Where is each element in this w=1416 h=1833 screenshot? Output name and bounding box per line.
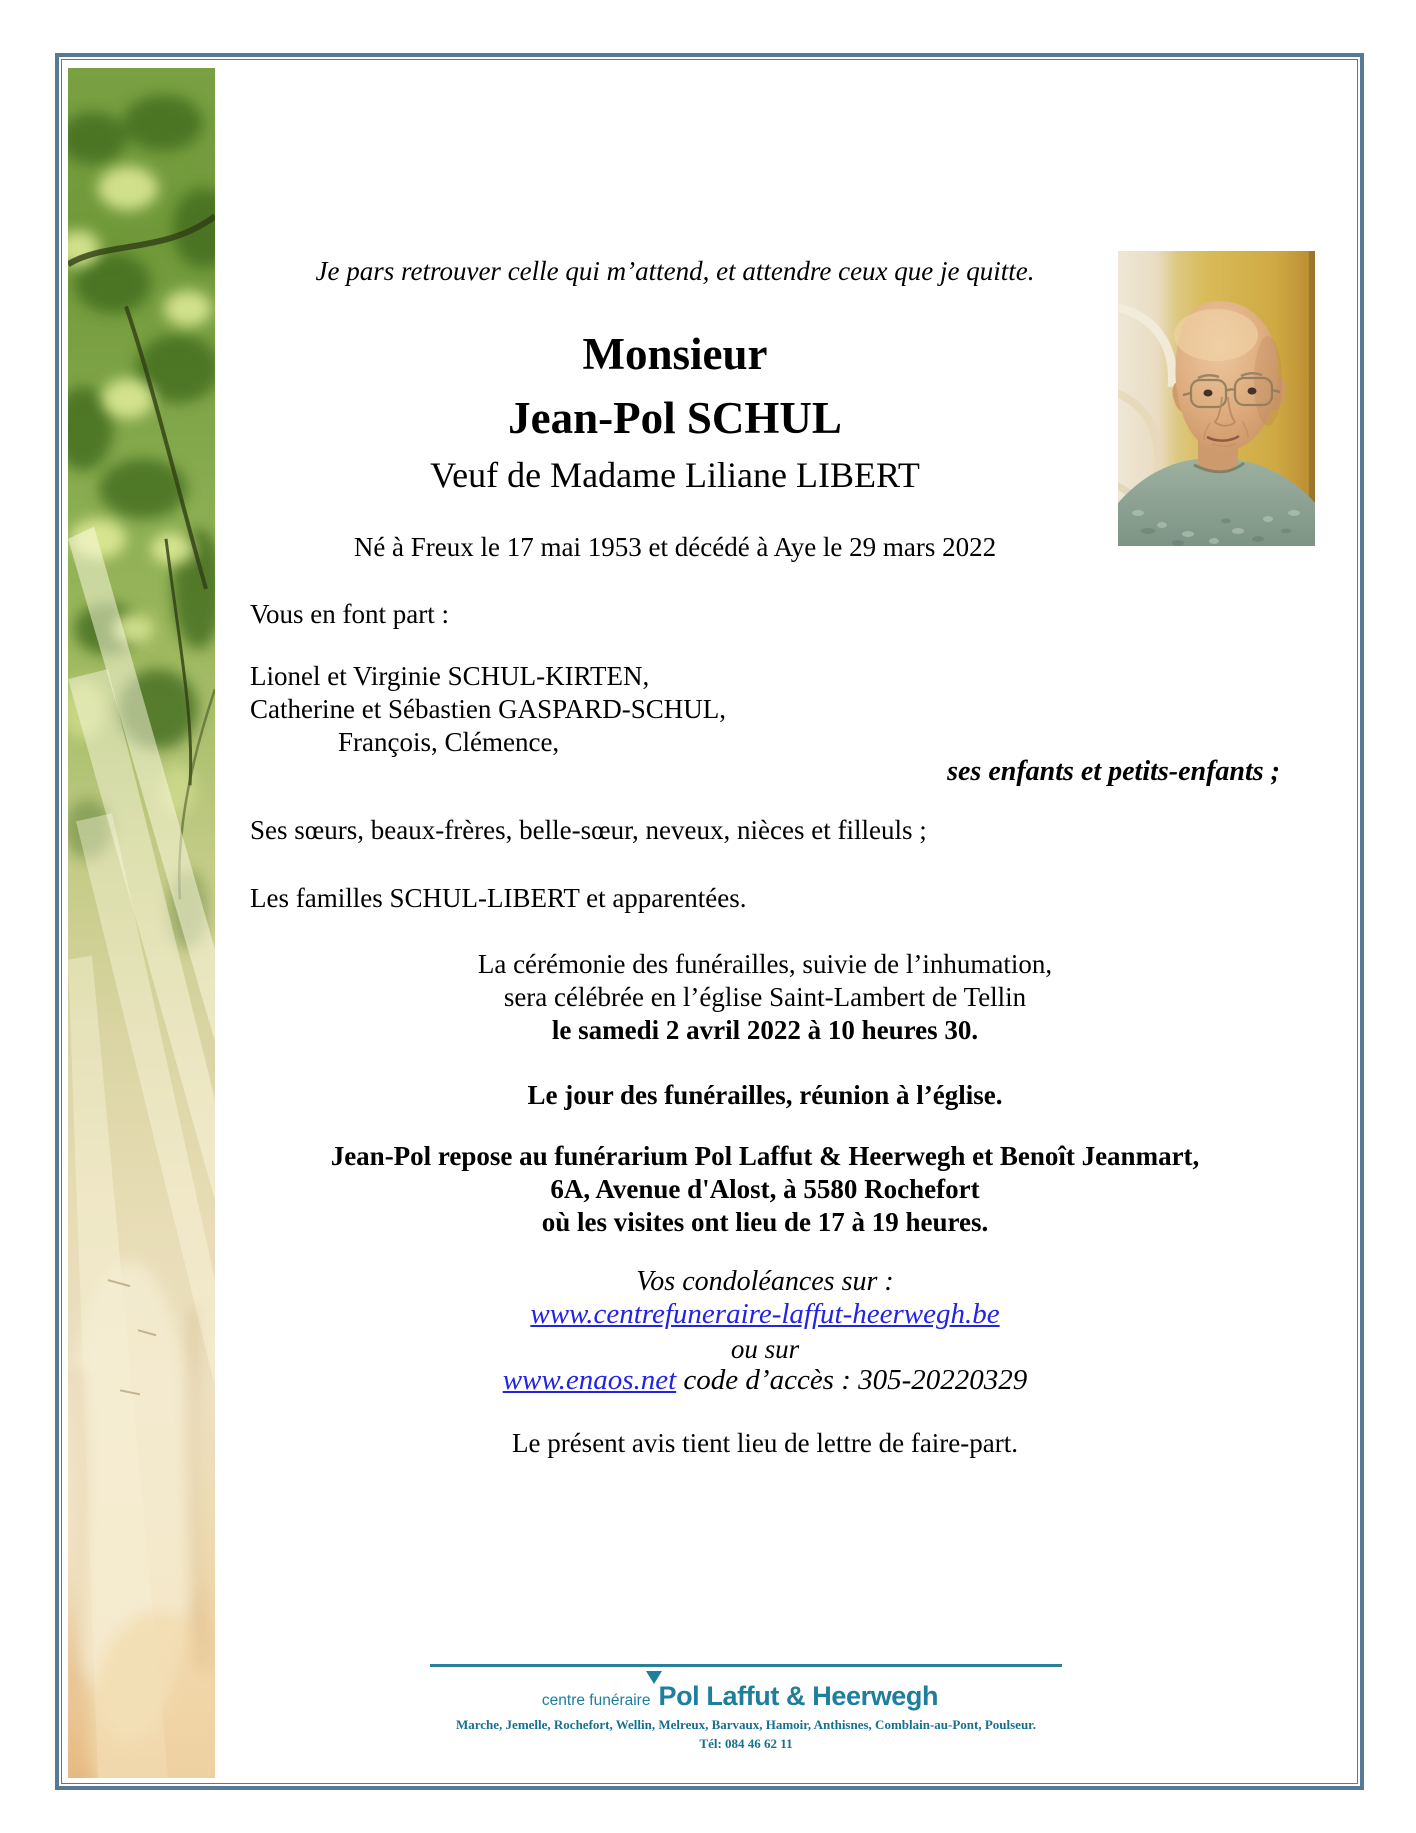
ceremony-date-line: le samedi 2 avril 2022 à 10 heures 30. (551, 1015, 979, 1045)
widower-line: Veuf de Madame Liliane LIBERT (430, 455, 920, 495)
forest-path-art (68, 68, 215, 1778)
condolences-link[interactable]: www.centrefuneraire-laffut-heerwegh.be (530, 1298, 1000, 1330)
families-line: Les familles SCHUL-LIBERT et apparentées. (250, 883, 747, 913)
epitaph-quote: Je pars retrouver celle qui m’attend, et attendre ceux que je quitte. (315, 256, 1035, 286)
ceremony-line: La cérémonie des funérailles, suivie de l’inhumation, (477, 949, 1053, 979)
funeral-home-footer (430, 1664, 1062, 1752)
deceased-name: Jean-Pol SCHUL (508, 393, 842, 443)
notice-line: Le présent avis tient lieu de lettre de faire-part. (511, 1428, 1018, 1458)
footer-locations: Marche, Jemelle, Rochefort, Wellin, Melreux, Barvaux, Hamoir, Anthisnes, Comblain-au-Pont, Poulseur. (455, 1717, 1037, 1732)
condolences-link-line (250, 1298, 1280, 1331)
footer-divider (430, 1664, 1062, 1667)
civility-title: Monsieur (582, 329, 768, 379)
repose-visits-line: où les visites ont lieu de 17 à 19 heures. (541, 1207, 989, 1237)
portrait-photo (1118, 251, 1315, 546)
family-member-line: François, Clémence, (338, 727, 560, 757)
footer-phone: Tél: 084 46 62 11 (699, 1736, 793, 1751)
condolences-label: Vos condoléances sur : (636, 1266, 894, 1297)
announcement-intro: Vous en font part : (250, 599, 449, 629)
family-member-line: Lionel et Virginie SCHUL-KIRTEN, (250, 661, 650, 691)
enaos-link[interactable]: www.enaos.net (502, 1364, 677, 1396)
portrait-art (1118, 251, 1315, 546)
repose-address-line: 6A, Avenue d'Alost, à 5580 Rochefort (550, 1174, 980, 1204)
brand-name: Pol Laffut & Heerwegh (658, 1681, 939, 1711)
repose-line: Jean-Pol repose au funérarium Pol Laffut & Heerwegh et Benoît Jeanmart, (330, 1141, 1200, 1171)
deceased-header (250, 322, 1100, 500)
birth-death-line: Né à Freux le 17 mai 1953 et décédé à Aye le 29 mars 2022 (353, 532, 997, 562)
or-label: ou sur (730, 1334, 800, 1364)
ceremony-block (250, 948, 1280, 1047)
repose-block (250, 1140, 1280, 1239)
brand-prefix: centre funéraire (541, 1692, 651, 1709)
relatives-line: Ses sœurs, beaux-frères, belle-sœur, neveux, nièces et filleuls ; (250, 815, 927, 845)
enaos-access-code: code d’accès : 305-20220329 (676, 1364, 1028, 1396)
funeral-home-logo (424, 1681, 1056, 1712)
family-role-line: ses enfants et petits-enfants ; (947, 756, 1280, 787)
enaos-line (250, 1364, 1280, 1397)
family-member-line: Catherine et Sébastien GASPARD-SCHUL, (250, 694, 726, 724)
meeting-line: Le jour des funérailles, réunion à l’église. (527, 1080, 1003, 1110)
forest-path-image (68, 68, 215, 1778)
ceremony-line: sera célébrée en l’église Saint-Lambert de Tellin (503, 982, 1027, 1012)
